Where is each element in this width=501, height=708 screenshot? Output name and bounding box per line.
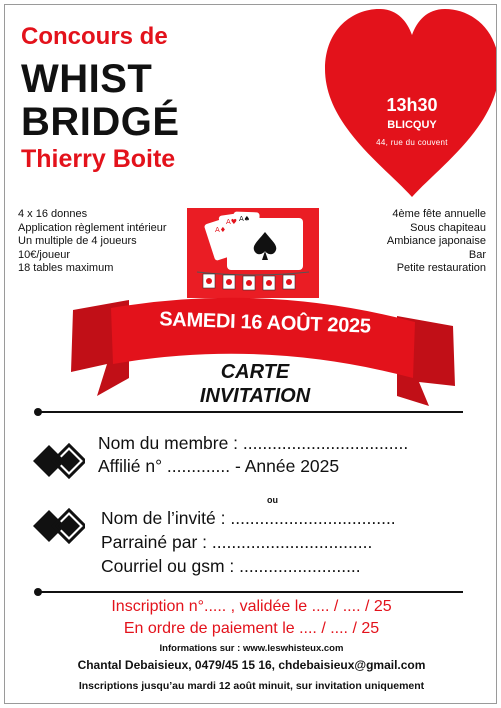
rules-list (18, 208, 167, 276)
feature-item: Sous chapiteau (410, 221, 486, 234)
event-address: 44, rue du couvent (376, 138, 448, 147)
invitation-card (4, 4, 497, 704)
playing-cards-illustration (187, 208, 319, 298)
sponsor-field: Parrainé par : ................................. (101, 532, 373, 552)
feature-item: Ambiance japonaise (386, 235, 486, 247)
rules-item: Un multiple de 4 joueurs (18, 235, 137, 247)
title-line-3: BRIDGÉ (21, 100, 180, 144)
info-website: Informations sur : www.leswhisteux.com (159, 643, 344, 654)
organizer-name: Thierry Boite (21, 145, 176, 173)
guest-name-field: Nom de l’invité : .................................. (101, 508, 396, 528)
feature-item: Petite restauration (396, 262, 486, 274)
event-date: SAMEDI 16 AOÛT 2025 (158, 308, 372, 338)
divider-line (38, 591, 463, 593)
event-city: BLICQUY (387, 119, 437, 131)
contact-field: Courriel ou gsm : ......................... (101, 556, 361, 576)
card-title-line-1: CARTE (220, 361, 290, 383)
contact-line: Chantal Debaisieux, 0479/45 15 16, chdebaisieux@gmail.com (77, 658, 426, 672)
svg-text:A♥: A♥ (226, 218, 238, 226)
member-name-field: Nom du membre : .................................. (98, 433, 409, 453)
rules-item: 18 tables maximum (18, 262, 114, 274)
or-separator: ou (267, 495, 278, 505)
event-time: 13h30 (386, 95, 438, 115)
event-features-list (387, 208, 486, 276)
card-title-line-2: INVITATION (199, 385, 311, 407)
divider-line (38, 411, 463, 413)
registration-number-line: Inscription n°..... , validée le .... / .... / 25 (111, 598, 392, 615)
card-title (155, 360, 355, 408)
title-line-1: Concours de (21, 23, 168, 50)
feature-item: Bar (468, 248, 486, 261)
member-affiliation-field: Affilié n° ............. - Année 2025 (98, 456, 340, 476)
svg-text:A♦: A♦ (215, 226, 227, 234)
svg-text:A♠: A♠ (239, 215, 251, 223)
title-line-2: WHIST (21, 57, 153, 101)
rules-item: 10€/joueur (18, 248, 70, 261)
feature-item: 4ème fête annuelle (392, 208, 486, 220)
double-arrow-icon (31, 443, 85, 479)
rules-item: Application règlement intérieur (18, 221, 167, 234)
payment-line: En ordre de paiement le .... / .... / 25 (123, 620, 380, 637)
rules-item: 4 x 16 donnes (18, 208, 88, 220)
deadline-line: Inscriptions jusqu’au mardi 12 août minuit, sur invitation uniquement (78, 680, 425, 692)
double-arrow-icon (31, 508, 85, 544)
